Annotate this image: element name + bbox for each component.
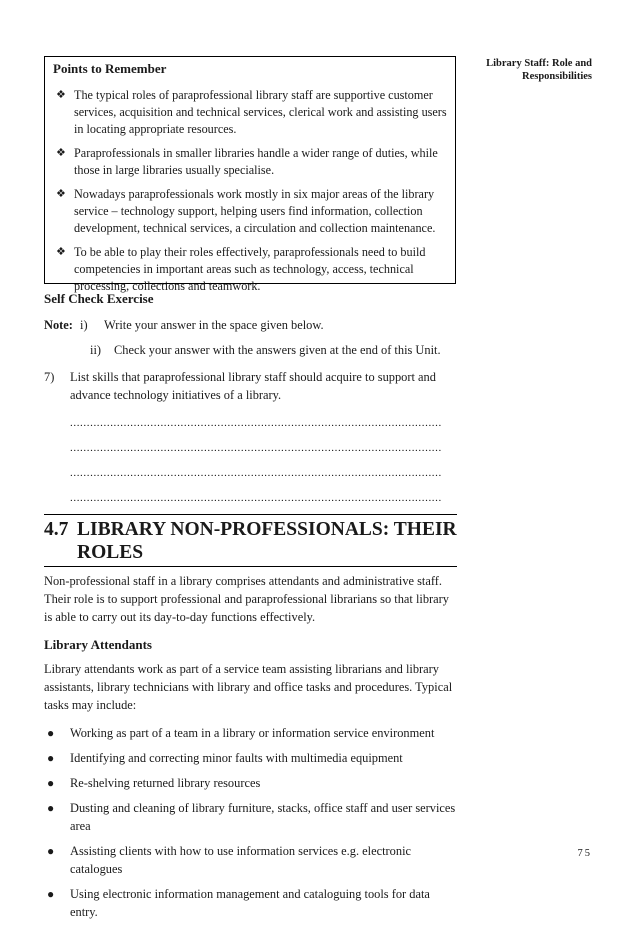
running-head-line2: Responsibilities [521,71,592,82]
bullet-icon: ● [47,776,55,790]
box-item-text: The typical roles of paraprofessional library staff are supportive customer services, acquisition and technical services, clerical work and assisting users in locating appropriate resources. [74,88,447,136]
box-item-text: Nowadays paraprofessionals work mostly in six major areas of the library service – technology support, helping users find information, collection development, technical services, a circulation and collection maintenance. [74,187,436,235]
list-item [44,749,457,767]
intro-paragraph: Non-professional staff in a library comprises attendants and administrative staff. Their role is to support professional and paraprofessional librarians so that library is able to carry out its day-to-day functions effectively. [44,574,449,624]
bullet-icon: ● [47,801,55,815]
list-item-text: Dusting and cleaning of library furniture, stacks, office staff and user services area [70,801,456,833]
list-item [44,774,457,792]
question-number: 7) [44,370,55,384]
running-head [442,57,592,83]
section-title-line2: ROLES [77,542,144,563]
answer-line[interactable]: ............................................................................................................... [70,417,442,429]
note-text: Write your answer in the space given below. [104,318,324,332]
diamond-bullet-icon: ❖ [56,246,66,258]
section-number: 4.7 [44,519,69,540]
attendants-paragraph: Library attendants work as part of a service team assisting librarians and library assistants, library technicians with library and office tasks and procedures. Typical tasks may include: [44,662,453,712]
task-list [44,724,457,921]
section-title-line1: LIBRARY NON-PROFESSIONALS: THEIR [77,519,457,540]
bullet-icon: ● [47,887,55,901]
question-text: List skills that paraprofessional library staff should acquire to support and advance technology initiatives of a library. [70,370,436,402]
answer-line[interactable]: ............................................................................................................... [70,442,442,454]
list-item-text: Assisting clients with how to use information services e.g. electronic catalogues [70,844,412,876]
answer-line[interactable]: ............................................................................................................... [70,467,442,479]
note-label: Note: [44,318,73,332]
list-item-text: Re-shelving returned library resources [70,776,261,790]
list-item [44,842,457,878]
list-item [44,799,457,835]
box-item [53,244,454,295]
bullet-icon: ● [47,726,55,740]
box-item-text: To be able to play their roles effectively, paraprofessionals need to build competencies in important areas such as technology, access, technical processing, collections and teamwork. [74,245,426,293]
diamond-bullet-icon: ❖ [56,147,66,159]
question-row [44,368,457,404]
note-number: ii) [90,343,102,357]
main-content [44,290,457,928]
box-item-text: Paraprofessionals in smaller libraries handle a wider range of duties, while those in large libraries usually specialise. [74,146,438,177]
page-number: 75 [577,848,592,859]
diamond-bullet-icon: ❖ [56,89,66,101]
list-item [44,724,457,742]
box-item [53,87,454,138]
running-head-line1: Library Staff: Role and [486,58,592,69]
note-text: Check your answer with the answers given at the end of this Unit. [114,343,441,357]
box-title: Points to Remember [53,61,167,76]
list-item-text: Using electronic information management and cataloguing tools for data entry. [70,887,430,919]
bullet-icon: ● [47,844,55,858]
answer-lines[interactable] [44,414,457,514]
note-row [44,316,457,334]
bullet-icon: ● [47,751,55,765]
diamond-bullet-icon: ❖ [56,188,66,200]
self-check-title: Self Check Exercise [44,291,154,306]
section-heading [44,514,457,567]
note-number: i) [80,318,88,332]
list-item [44,885,457,921]
list-item-text: Working as part of a team in a library or information service environment [70,726,435,740]
answer-line[interactable]: ............................................................................................................... [70,492,442,504]
note-row [44,341,457,359]
points-to-remember-box [44,56,456,293]
box-item [53,186,454,237]
list-item-text: Identifying and correcting minor faults with multimedia equipment [70,751,403,765]
attendants-heading: Library Attendants [44,637,152,652]
box-item [53,145,454,179]
